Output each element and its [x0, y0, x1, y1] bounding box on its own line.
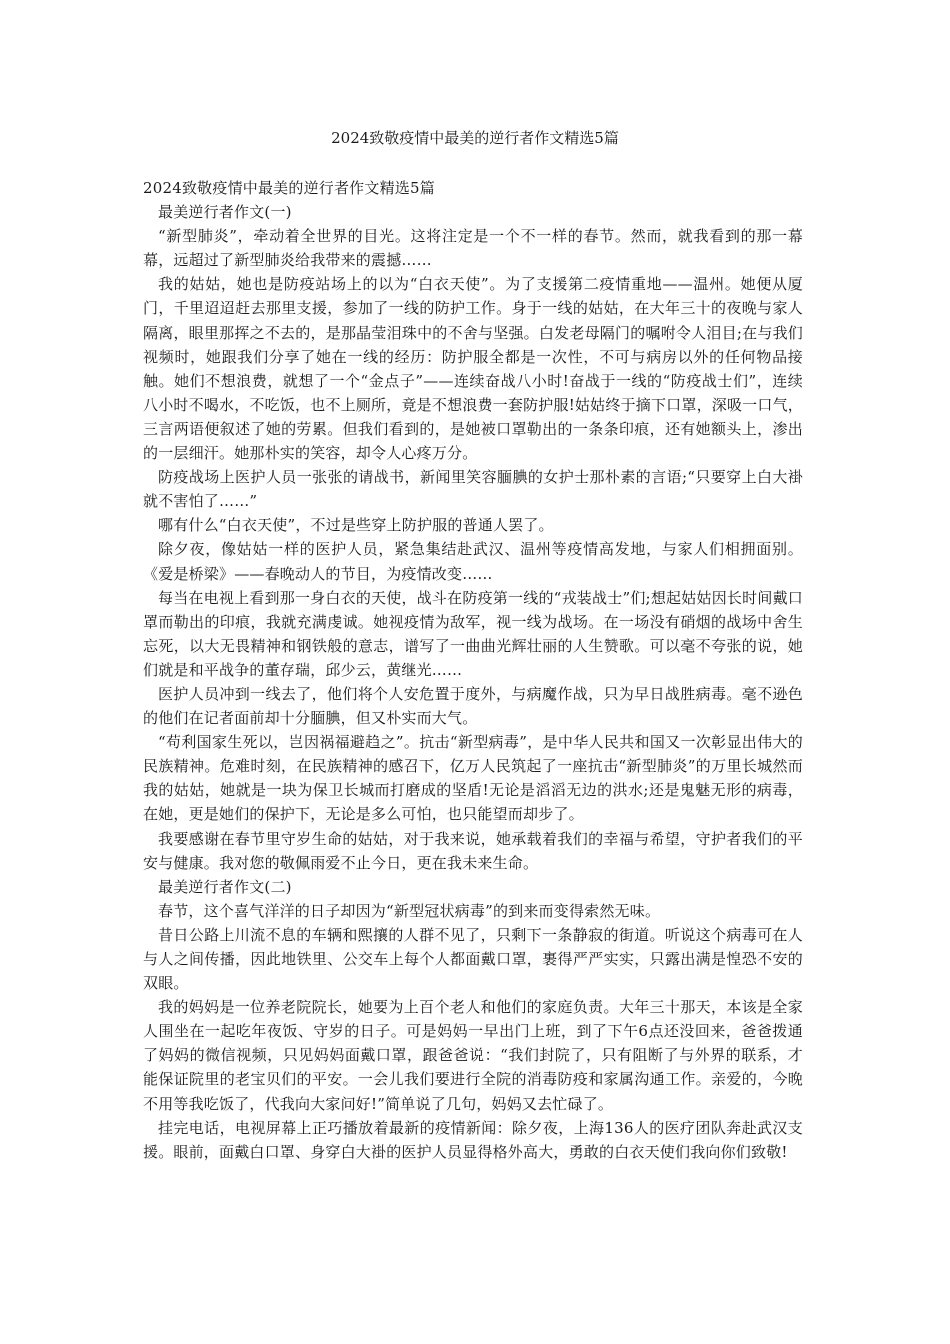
section-heading-1: 最美逆行者作文(一) — [158, 203, 292, 222]
paragraph: 我的妈妈是一位养老院院长，她要为上百个老人和他们的家庭负责。大年三十那天，本该是全家人围坐在一起吃年夜饭、守岁的日子。可是妈妈一早出门上班，到了下午6点还没回来，爸爸拨通了妈妈的微信视频，只见妈妈面戴口罩，跟爸爸说：“我们封院了，只有阻断了与外界的联系，才能保证院里的老宝贝们的平安。一会儿我们要进行全院的消毒防疫和家属沟通工作。亲爱的，今晚不用等我吃饭了，代我向大家问好!”简单说了几句，妈妈又去忙碌了。 — [143, 998, 803, 1113]
paragraph: 昔日公路上川流不息的车辆和熙攘的人群不见了，只剩下一条静寂的街道。听说这个病毒可在人与人之间传播，因此地铁里、公交车上每个人都面戴口罩，裹得严严实实，只露出满是惶恐不安的双眼。 — [143, 925, 803, 993]
document-title: 2024致敬疫情中最美的逆行者作文精选5篇 — [331, 129, 619, 147]
document-subtitle: 2024致敬疫情中最美的逆行者作文精选5篇 — [143, 179, 435, 197]
section-heading-2: 最美逆行者作文(二) — [158, 877, 292, 896]
paragraph: 挂完电话，电视屏幕上正巧播放着最新的疫情新闻：除夕夜，上海136人的医疗团队奔赴武汉支援。眼前，面戴白口罩、身穿白大褂的医护人员显得格外高大，勇敢的白衣天使们我向你们致敬! — [143, 1118, 803, 1161]
paragraph: 春节，这个喜气洋洋的日子却因为“新型冠状病毒”的到来而变得索然无味。 — [158, 901, 661, 920]
paragraph: 每当在电视上看到那一身白衣的天使，战斗在防疫第一线的“戎装战士”们;想起姑姑因长时间戴口罩而勒出的印痕，我就充满虔诚。她视疫情为敌军，视一线为战场。在一场没有硝烟的战场中舍生忘死，以大无畏精神和钢铁般的意志，谱写了一曲曲光辉壮丽的人生赞歌。可以毫不夸张的说，她们就是和平战争的董存瑞，邱少云，黄继光…… — [143, 588, 803, 679]
paragraph: 我要感谢在春节里守岁生命的姑姑，对于我来说，她承载着我们的幸福与希望，守护者我们的平安与健康。我对您的敬佩雨爱不止今日，更在我未来生命。 — [143, 829, 803, 872]
document-body — [143, 176, 803, 1164]
paragraph: “新型肺炎”，牵动着全世界的目光。这将注定是一个不一样的春节。然而，就我看到的那一幕幕，远超过了新型肺炎给我带来的震撼…… — [143, 227, 803, 270]
paragraph: 除夕夜，像姑姑一样的医护人员，紧急集结赴武汉、温州等疫情高发地，与家人们相拥面别。《爱是桥梁》——春晚动人的节目，为疫情改变…… — [143, 540, 803, 583]
paragraph: 防疫战场上医护人员一张张的请战书，新闻里笑容腼腆的女护士那朴素的言语;“只要穿上白大褂就不害怕了……” — [143, 468, 803, 511]
paragraph: “苟利国家生死以，岂因祸福避趋之”。抗击“新型病毒”，是中华人民共和国又一次彰显出伟大的民族精神。危难时刻，在民族精神的感召下，亿万人民筑起了一座抗击“新型肺炎”的万里长城然而我的姑姑，她就是一块为保卫长城而打磨成的坚盾!无论是滔滔无边的洪水;还是鬼魅无形的病毒，在她，更是她们的保护下，无论是多么可怕，也只能望而却步了。 — [143, 733, 803, 824]
paragraph: 我的姑姑，她也是防疫站场上的以为“白衣天使”。为了支援第二疫情重地——温州。她便从厦门，千里迢迢赶去那里支援，参加了一线的防护工作。身于一线的姑姑，在大年三十的夜晚与家人隔离，眼里那挥之不去的，是那晶莹泪珠中的不舍与坚强。白发老母隔门的嘱咐令人泪目;在与我们视频时，她跟我们分享了她在一线的经历：防护服全都是一次性，不可与病房以外的任何物品接触。她们不想浪费，就想了一个“金点子”——连续奋战八小时!奋战于一线的“防疫战士们”，连续八小时不喝水，不吃饭，也不上厕所，竟是不想浪费一套防护服!姑姑终于摘下口罩，深吸一口气，三言两语便叙述了她的劳累。但我们看到的，是她被口罩勒出的一条条印痕，还有她额头上，渗出的一层细汗。她那朴实的笑容，却令人心疼万分。 — [143, 275, 803, 463]
paragraph: 医护人员冲到一线去了，他们将个人安危置于度外，与病魔作战，只为早日战胜病毒。毫不逊色的他们在记者面前却十分腼腆，但又朴实而大气。 — [143, 684, 803, 728]
paragraph: 哪有什么“白衣天使”，不过是些穿上防护服的普通人罢了。 — [158, 516, 554, 535]
